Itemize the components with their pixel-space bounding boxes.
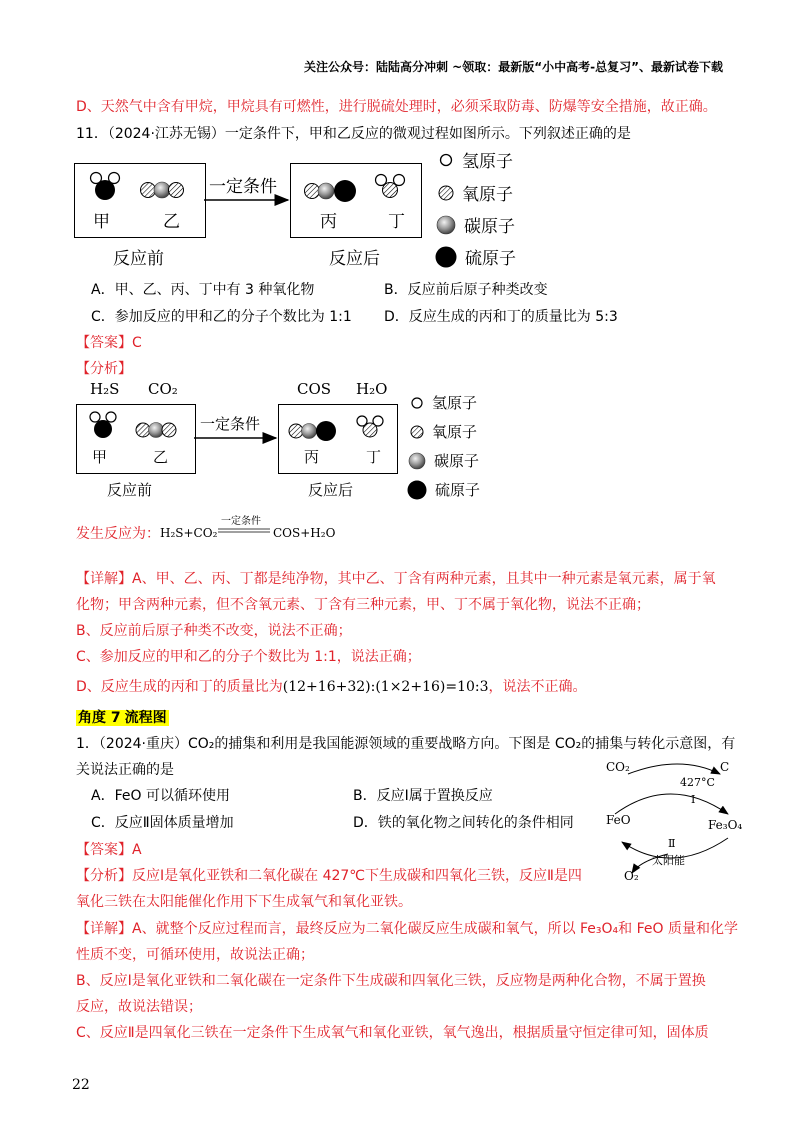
- legend2-sulfur-label: 硫原子: [435, 481, 481, 499]
- detail-d-formula: (12+16+32):(1×2+16)=10:3: [282, 679, 489, 695]
- q11-option-d: D．反应生成的丙和丁的质量比为 5:3: [384, 309, 618, 325]
- label-after-2: 反应后: [308, 481, 354, 499]
- cos-molecule: [305, 180, 357, 202]
- q1-option-a: A．FeO 可以循环使用: [91, 788, 230, 804]
- q11-option-a: A．甲、乙、丙、丁中有 3 种氧化物: [91, 282, 315, 298]
- reaction-prefix: 发生反应为：: [76, 526, 160, 542]
- legend-hydrogen: [438, 147, 513, 172]
- arrow-condition-2: 一定条件: [200, 415, 261, 433]
- label-after: 反应后: [329, 249, 380, 269]
- reaction-arrow-2: [194, 433, 278, 443]
- q1-detail-4: 反应，故说法错误；: [76, 999, 202, 1015]
- legend-carbon-label: 碳原子: [464, 217, 515, 237]
- label-before-2: 反应前: [107, 481, 153, 499]
- cycle-co2: CO₂: [606, 760, 630, 774]
- detail-d-prefix: D、反应生成的丙和丁的质量比为: [76, 679, 283, 695]
- section-title: 流程图: [124, 710, 167, 726]
- q11-analysis-tag: 【分析】: [76, 361, 132, 377]
- h2s-molecule: [91, 173, 120, 201]
- detail-d-suffix: ，说法不正确。: [488, 679, 587, 695]
- h2o-molecule: [376, 175, 405, 198]
- legend-sulfur-label: 硫原子: [465, 249, 516, 269]
- legend2-oxygen: [410, 421, 477, 442]
- label-ding-2: 丁: [366, 448, 382, 466]
- q11-option-b: B．反应前后原子种类改变: [384, 282, 548, 298]
- page-number: 22: [72, 1077, 90, 1093]
- q11-detail-5: [76, 677, 587, 697]
- label-jia-2: 甲: [92, 448, 108, 466]
- q11-stem: 11．（2024·江苏无锡）一定条件下，甲和乙反应的微观过程如图所示。下列叙述正确的是: [76, 126, 631, 142]
- legend-sulfur: [435, 244, 516, 269]
- prev-option-d: D、天然气中含有甲烷，甲烷具有可燃性，进行脱硫处理时，必须采取防毒、防爆等安全措施，故正确。: [76, 99, 717, 115]
- formula-h2s: H₂S: [90, 380, 120, 398]
- legend-oxygen-label: 氧原子: [462, 185, 513, 205]
- co2-molecule: [141, 182, 184, 198]
- q1-detail-2: 性质不变，可循环使用，故说法正确；: [76, 947, 314, 963]
- q1-option-c: C．反应Ⅱ固体质量增加: [91, 815, 234, 831]
- cycle-feo: FeO: [606, 813, 631, 827]
- legend2-carbon: [408, 450, 479, 471]
- q1-analysis-2: 氧化三铁在太阳能催化作用下下生成氧气和氧化亚铁。: [76, 894, 412, 910]
- section-label: 角度 7: [78, 710, 121, 726]
- arrow-condition: 一定条件: [209, 177, 277, 197]
- label-bing-2: 丙: [304, 448, 320, 466]
- cycle-r1: Ⅰ: [691, 793, 696, 806]
- q1-detail-5: C、反应Ⅱ是四氧化三铁在一定条件下生成氧气和氧化亚铁，氧气逸出，根据质量守恒定律可知，固体质: [76, 1025, 709, 1041]
- legend-carbon: [436, 212, 515, 237]
- label-ding: 丁: [388, 212, 405, 232]
- label-bing: 丙: [320, 212, 337, 232]
- page-header: 关注公众号：陆陆高分冲刺 ~领取：最新版“小中高考-总复习”、最新试卷下载: [304, 60, 723, 74]
- section-heading: [76, 708, 169, 728]
- q1-answer-value: A: [132, 842, 142, 858]
- legend-oxygen: [438, 180, 513, 205]
- formula-co2: CO₂: [148, 380, 178, 398]
- formula-h2o: H₂O: [356, 380, 388, 398]
- label-jia: 甲: [93, 212, 110, 232]
- label-yi-2: 乙: [153, 448, 169, 466]
- q11-option-c: C．参加反应的甲和乙的分子个数比为 1:1: [91, 309, 352, 325]
- label-before: 反应前: [113, 249, 164, 269]
- eq-condition: 一定条件: [221, 516, 261, 527]
- eq-left: H₂S+CO₂: [160, 526, 218, 540]
- eq-right: COS+H₂O: [273, 526, 336, 540]
- legend2-carbon-label: 碳原子: [434, 452, 480, 470]
- q11-detail-4: C、参加反应的甲和乙的分子个数比为 1:1，说法正确；: [76, 649, 421, 665]
- q11-detail-3: B、反应前后原子种类不改变，说法不正确；: [76, 623, 352, 639]
- answer-value: C: [132, 335, 142, 351]
- q1-answer-tag: 【答案】: [76, 842, 132, 858]
- q11-answer: [76, 333, 142, 353]
- q1-answer: [76, 840, 142, 860]
- formula-cos: COS: [297, 380, 332, 398]
- q1-option-d: D．铁的氧化物之间转化的条件相同: [353, 815, 574, 831]
- q11-detail-1: 【详解】A、甲、乙、丙、丁都是纯净物，其中乙、丁含有两种元素，且其中一种元素是氧元素，属于氧: [76, 571, 716, 587]
- q1-stem-1: 1．（2024·重庆）CO₂的捕集和利用是我国能源领域的重要战略方向。下图是 CO₂的捕集与转化示意图，有: [76, 736, 736, 752]
- label-yi: 乙: [163, 212, 180, 232]
- legend2-hydrogen: [410, 392, 477, 413]
- q1-detail-3: B、反应Ⅰ是氧化亚铁和二氧化碳在一定条件下生成碳和四氧化三铁，反应物是两种化合物，不属于置换: [76, 973, 706, 989]
- cycle-r2: Ⅱ: [668, 837, 676, 850]
- cycle-c: C: [720, 760, 730, 774]
- q1-detail-1: 【详解】A、就整个反应过程而言，最终反应为二氧化碳反应生成碳和氧气，所以 Fe₃O₄和 FeO 质量和化学: [76, 921, 738, 937]
- q11-detail-2: 化物；甲含两种元素，但不含氧元素、丁含有三种元素，甲、丁不属于氧化物，说法不正确；: [76, 597, 650, 613]
- legend2-sulfur: [407, 479, 480, 500]
- cycle-temp: 427°C: [680, 776, 715, 789]
- legend-hydrogen-label: 氢原子: [462, 152, 513, 172]
- cos-molecule-2: [289, 421, 336, 441]
- cycle-sun: 太阳能: [652, 854, 685, 867]
- q1-option-b: B．反应Ⅰ属于置换反应: [353, 788, 493, 804]
- legend2-hydrogen-label: 氢原子: [432, 394, 478, 412]
- q1-analysis-1: 【分析】反应Ⅰ是氧化亚铁和二氧化碳在 427℃下生成碳和四氧化三铁，反应Ⅱ是四: [76, 868, 582, 884]
- eq-double-line: [218, 528, 270, 534]
- h2o-molecule-2: [357, 416, 383, 437]
- q1-stem-2: 关说法正确的是: [76, 762, 174, 778]
- co2-molecule-2: [136, 423, 176, 438]
- legend2-oxygen-label: 氧原子: [432, 423, 478, 441]
- h2s-molecule-2: [90, 412, 116, 438]
- answer-tag: 【答案】: [76, 335, 132, 351]
- cycle-fe3o4: Fe₃O₄: [708, 818, 743, 832]
- cycle-o2: O₂: [624, 869, 639, 883]
